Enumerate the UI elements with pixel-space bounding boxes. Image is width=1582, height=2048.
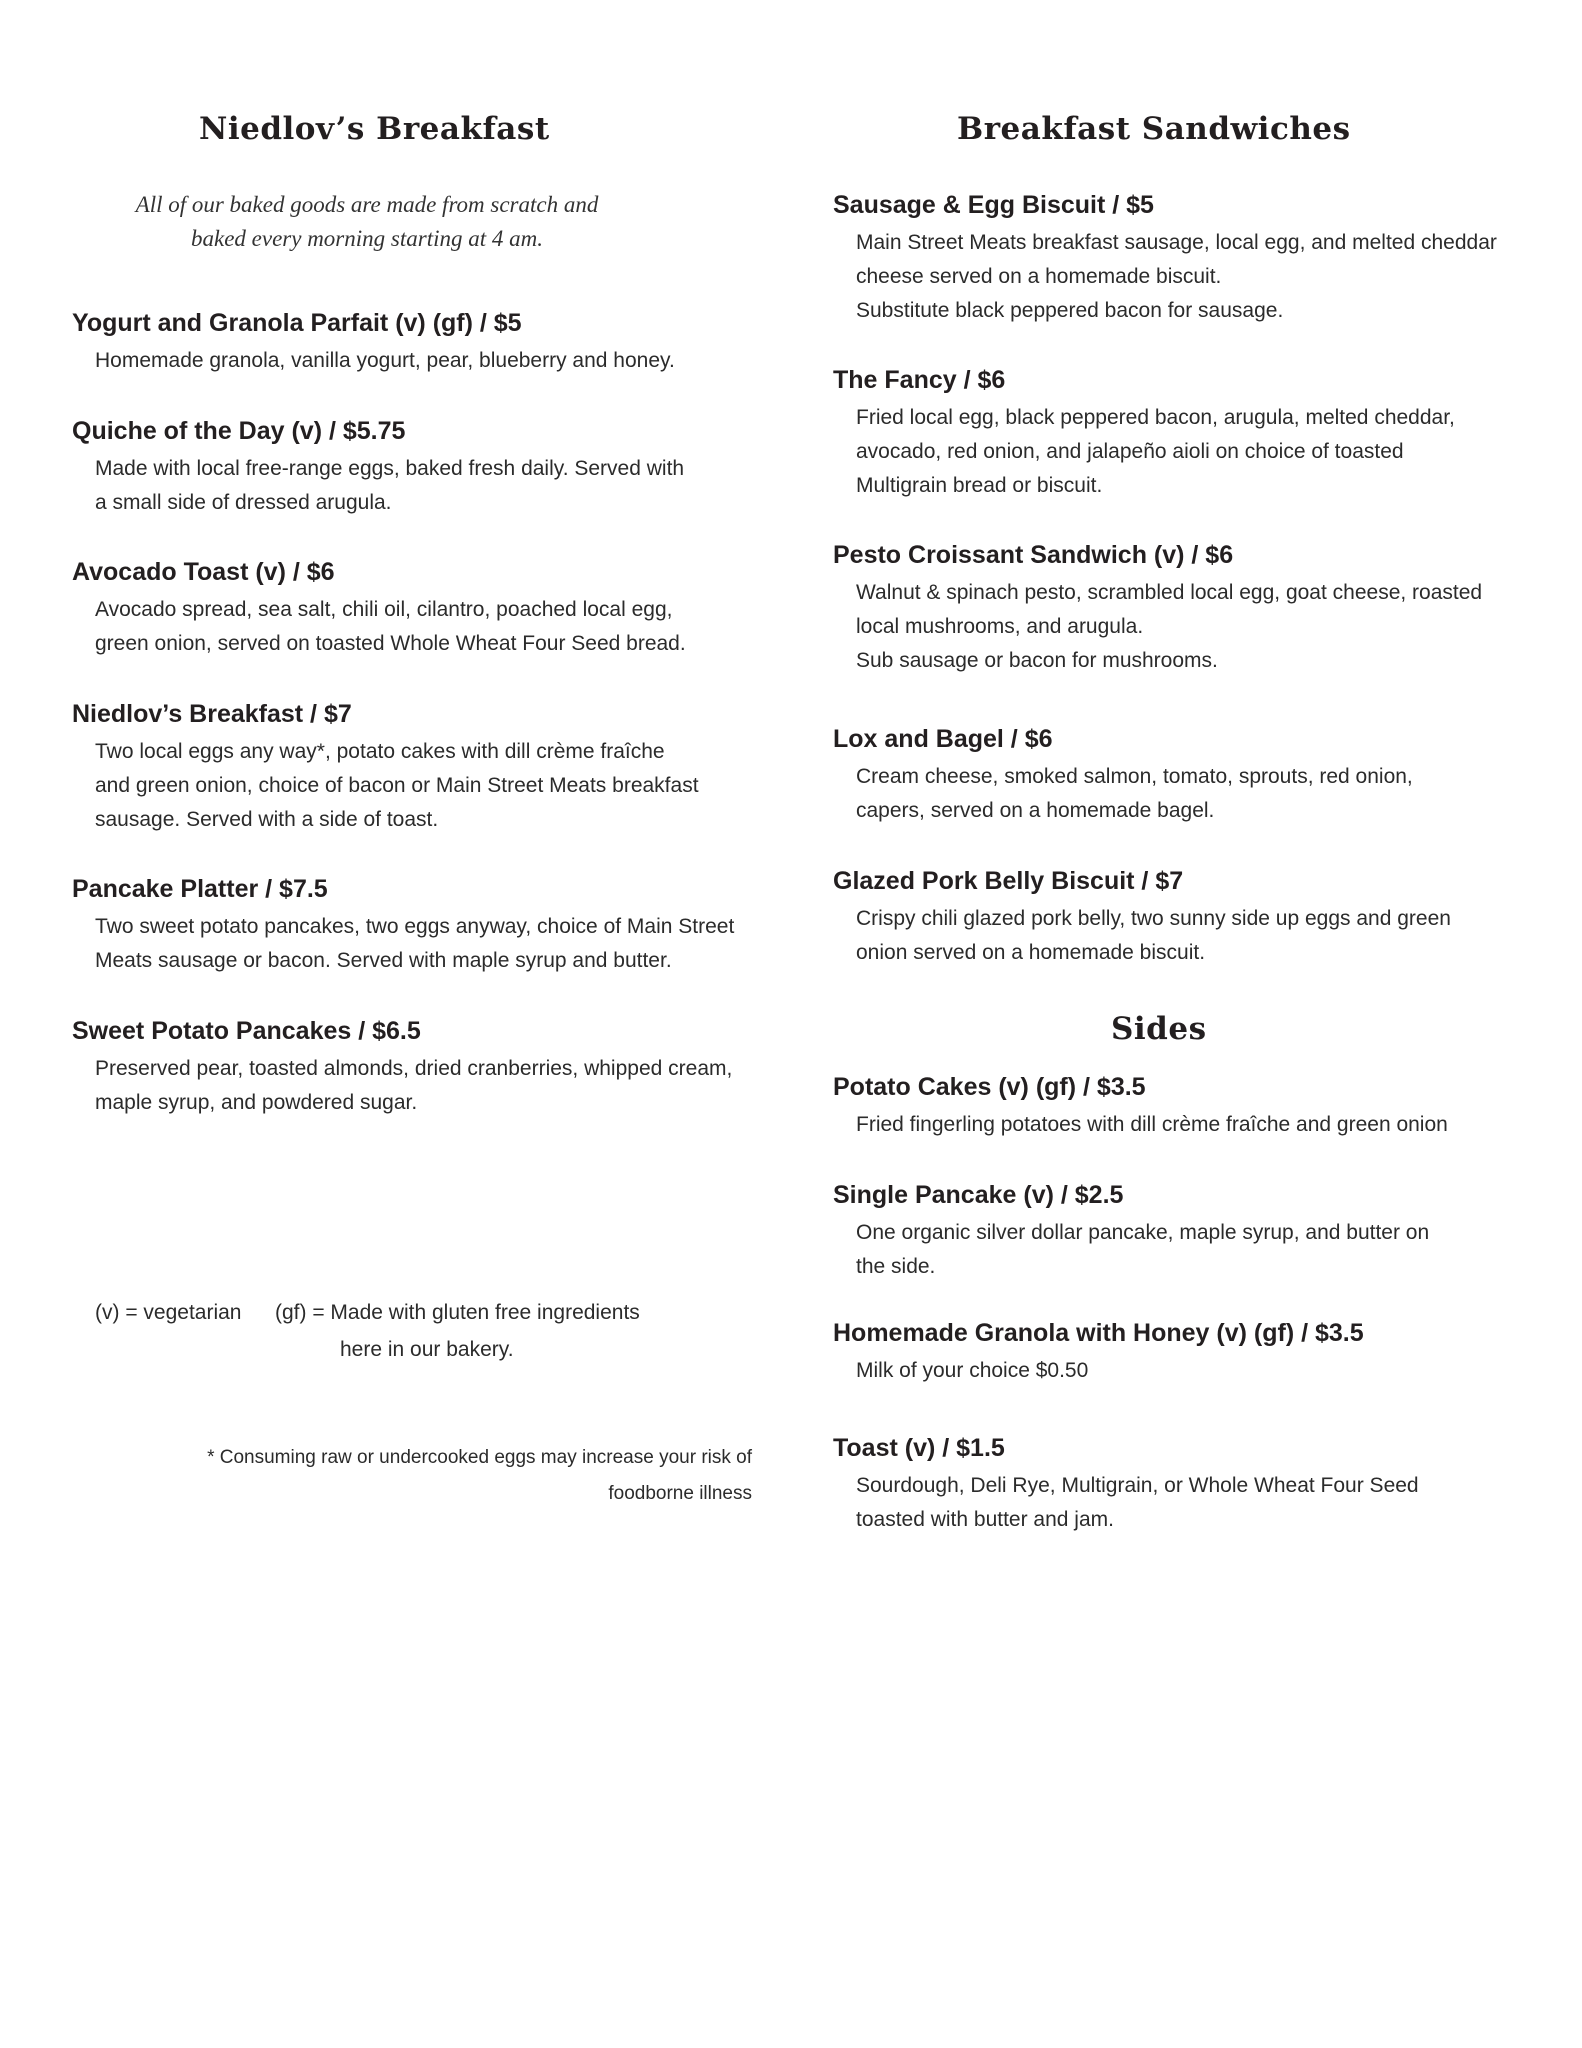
item-description-line: onion served on a homemade biscuit. — [856, 941, 1206, 964]
legend-vegetarian: (v) = vegetarian — [95, 1301, 242, 1324]
item-title: Niedlov’s Breakfast / $7 — [72, 700, 352, 728]
item-title: Toast (v) / $1.5 — [833, 1434, 1005, 1462]
item-title: The Fancy / $6 — [833, 366, 1006, 394]
menu-item-sweet-potato-pancakes — [72, 1016, 772, 1120]
menu-item-pancake-platter — [72, 874, 772, 978]
item-title: Sweet Potato Pancakes / $6.5 — [72, 1017, 421, 1045]
item-description-line: Multigrain bread or biscuit. — [856, 474, 1103, 497]
item-description-line: One organic silver dollar pancake, maple syrup, and butter on — [856, 1221, 1430, 1244]
menu-item-niedlovs-breakfast — [72, 699, 772, 837]
section-title-breakfast: Niedlov’s Breakfast — [199, 111, 550, 147]
dietary-legend — [95, 1294, 735, 1374]
item-title: Sausage & Egg Biscuit / $5 — [833, 191, 1154, 219]
item-description-line: the side. — [856, 1255, 936, 1278]
item-description — [72, 452, 772, 520]
menu-item-potato-cakes — [833, 1072, 1533, 1142]
item-description-line: local mushrooms, and arugula. — [856, 615, 1144, 638]
legend-gluten-free: (gf) = Made with gluten free ingredients — [275, 1301, 640, 1324]
item-description — [833, 576, 1533, 678]
item-description-line: sausage. Served with a side of toast. — [95, 808, 439, 831]
item-description — [833, 1354, 1533, 1388]
menu-item-pesto-croissant — [833, 540, 1533, 678]
item-description — [833, 1216, 1533, 1284]
item-description — [72, 735, 772, 837]
item-description — [833, 226, 1533, 328]
menu-item-sausage-egg-biscuit — [833, 190, 1533, 328]
menu-item-the-fancy — [833, 365, 1533, 503]
item-description — [72, 910, 772, 978]
item-title: Single Pancake (v) / $2.5 — [833, 1181, 1124, 1209]
item-description-line: cheese served on a homemade biscuit. — [856, 265, 1222, 288]
item-description-line: a small side of dressed arugula. — [95, 491, 392, 514]
item-title: Glazed Pork Belly Biscuit / $7 — [833, 867, 1184, 895]
intro-note — [132, 188, 602, 256]
item-description-line: Fried fingerling potatoes with dill crème fraîche and green onion — [856, 1113, 1448, 1136]
item-description-line: Sourdough, Deli Rye, Multigrain, or Whole Wheat Four Seed — [856, 1474, 1419, 1497]
menu-item-yogurt-parfait — [72, 308, 772, 378]
disclaimer-line: * Consuming raw or undercooked eggs may increase your risk of — [207, 1447, 752, 1468]
menu-item-homemade-granola — [833, 1318, 1533, 1388]
item-description-line: Two sweet potato pancakes, two eggs anyway, choice of Main Street — [95, 915, 735, 938]
item-description-line: Cream cheese, smoked salmon, tomato, sprouts, red onion, — [856, 765, 1413, 788]
item-description-line: avocado, red onion, and jalapeño aioli on choice of toasted — [856, 440, 1404, 463]
item-description — [833, 401, 1533, 503]
item-description-line: Homemade granola, vanilla yogurt, pear, blueberry and honey. — [95, 349, 675, 372]
disclaimer-line: foodborne illness — [608, 1483, 752, 1504]
item-description-line: capers, served on a homemade bagel. — [856, 799, 1215, 822]
item-description-line: Avocado spread, sea salt, chili oil, cilantro, poached local egg, — [95, 598, 673, 621]
item-description-line: Milk of your choice $0.50 — [856, 1359, 1089, 1382]
intro-line: baked every morning starting at 4 am. — [191, 226, 543, 251]
item-description-line: Sub sausage or bacon for mushrooms. — [856, 649, 1218, 672]
item-description-line: Preserved pear, toasted almonds, dried cranberries, whipped cream, — [95, 1057, 733, 1080]
item-description-line: maple syrup, and powdered sugar. — [95, 1091, 418, 1114]
menu-item-avocado-toast — [72, 557, 772, 661]
raw-egg-disclaimer — [132, 1440, 752, 1512]
item-description-line: Made with local free-range eggs, baked fresh daily. Served with — [95, 457, 685, 480]
item-description-line: Crispy chili glazed pork belly, two sunny side up eggs and green — [856, 907, 1451, 930]
legend-gluten-free-cont: here in our bakery. — [340, 1338, 514, 1361]
item-title: Yogurt and Granola Parfait (v) (gf) / $5 — [72, 309, 522, 337]
item-title: Lox and Bagel / $6 — [833, 725, 1053, 753]
item-description-line: Two local eggs any way*, potato cakes with dill crème fraîche — [95, 740, 665, 763]
menu-item-quiche — [72, 416, 772, 520]
item-description-line: Meats sausage or bacon. Served with maple syrup and butter. — [95, 949, 672, 972]
item-description-line: Fried local egg, black peppered bacon, arugula, melted cheddar, — [856, 406, 1455, 429]
menu-item-glazed-pork-belly — [833, 866, 1533, 970]
item-title: Pesto Croissant Sandwich (v) / $6 — [833, 541, 1234, 569]
menu-item-toast — [833, 1433, 1533, 1537]
intro-line: All of our baked goods are made from scratch and — [135, 192, 599, 217]
item-title: Potato Cakes (v) (gf) / $3.5 — [833, 1073, 1146, 1101]
item-description-line: Walnut & spinach pesto, scrambled local egg, goat cheese, roasted — [856, 581, 1483, 604]
item-description — [72, 593, 772, 661]
item-description-line: toasted with butter and jam. — [856, 1508, 1114, 1531]
item-description — [72, 1052, 772, 1120]
section-title-sides: Sides — [1111, 1011, 1207, 1047]
item-description — [833, 1108, 1533, 1142]
item-description-line: Substitute black peppered bacon for sausage. — [856, 299, 1284, 322]
menu-item-single-pancake — [833, 1180, 1533, 1284]
item-description — [833, 902, 1533, 970]
item-description-line: green onion, served on toasted Whole Wheat Four Seed bread. — [95, 632, 686, 655]
item-description — [72, 344, 772, 378]
item-description-line: Main Street Meats breakfast sausage, local egg, and melted cheddar — [856, 231, 1497, 254]
item-description-line: and green onion, choice of bacon or Main Street Meats breakfast — [95, 774, 699, 797]
menu-item-lox-and-bagel — [833, 724, 1533, 828]
item-description — [833, 1469, 1533, 1537]
item-title: Quiche of the Day (v) / $5.75 — [72, 417, 406, 445]
item-title: Homemade Granola with Honey (v) (gf) / $3.5 — [833, 1319, 1364, 1347]
section-title-sandwiches: Breakfast Sandwiches — [957, 111, 1351, 147]
item-title: Avocado Toast (v) / $6 — [72, 558, 335, 586]
item-title: Pancake Platter / $7.5 — [72, 875, 328, 903]
item-description — [833, 760, 1533, 828]
